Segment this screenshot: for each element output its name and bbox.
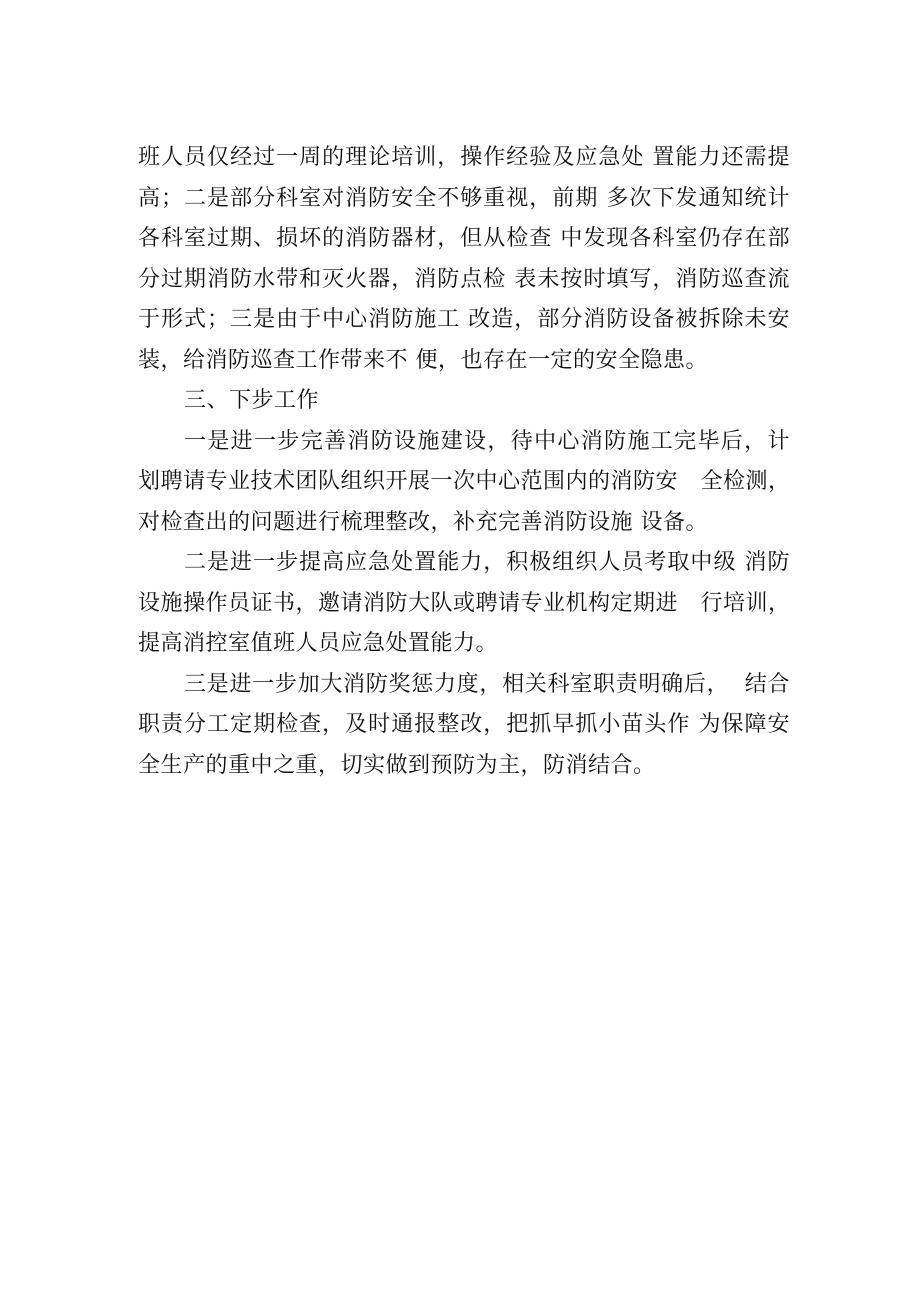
text-line: 全生产的重中之重，切实做到预防为主，防消结合。: [138, 752, 656, 778]
text-line: 分过期消防水带和灭火器，消防点检 表未按时填写，消防巡查流: [138, 266, 790, 292]
paragraph-next-step-3: [138, 665, 790, 787]
text-line: 高；二是部分科室对消防安全不够重视，前期 多次下发通知统计: [138, 185, 790, 211]
text-line: 于形式；三是由于中心消防施工 改造，部分消防设备被拆除未安: [138, 307, 790, 332]
text-line: 二是进一步提高应急处置能力，积极组织人员考取中级 消防: [184, 550, 790, 575]
text-line: 班人员仅经过一周的理论培训，操作经验及应急处 置能力还需提: [138, 145, 790, 170]
text-line: 一是进一步完善消防设施建设，待中心消防施工完毕后，计: [184, 428, 790, 454]
text-line: 三是进一步加大消防奖惩力度，相关科室职责明确后， 结合: [184, 671, 790, 697]
text-line: 装，给消防巡查工作带来不 便，也存在一定的安全隐患。: [138, 347, 708, 373]
text-line: 职责分工定期检查，及时通报整改，把抓早抓小苗头作 为保障安: [138, 712, 790, 737]
section-heading: 三、下步工作: [184, 388, 320, 413]
paragraph-next-step-1: [138, 422, 790, 544]
text-line: 设施操作员证书，邀请消防大队或聘请专业机构定期进 行培训，: [138, 590, 791, 616]
text-line: 划聘请专业技术团队组织开展一次中心范围内的消防安 全检测，: [138, 469, 791, 494]
text-line: 对检查出的问题进行梳理整改，补充完善消防设施 设备。: [138, 509, 708, 535]
document-body: [138, 138, 790, 786]
text-line: 提高消控室值班人员应急处置能力。: [138, 631, 499, 656]
paragraph-problems-continued: [138, 138, 790, 381]
paragraph-next-step-2: [138, 543, 790, 665]
text-line: 各科室过期、损坏的消防器材，但从检查 中发现各科室仍存在部: [138, 226, 790, 251]
section-heading-next-steps: [138, 381, 790, 422]
